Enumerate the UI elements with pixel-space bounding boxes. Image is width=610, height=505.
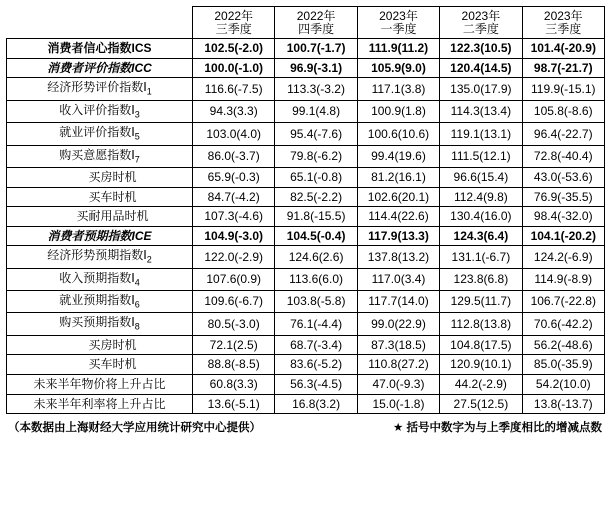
table-cell: 91.8(-15.5) [275, 207, 357, 227]
table-row [7, 123, 605, 145]
table-cell: 60.8(3.3) [193, 375, 275, 395]
table-cell: 100.0(-1.0) [193, 58, 275, 78]
row-label [7, 58, 193, 78]
table-cell: 65.1(-0.8) [275, 167, 357, 187]
table-cell: 106.7(-22.8) [522, 291, 604, 313]
row-label-text: 购买预期指数Ⅰ [59, 315, 135, 330]
row-label-text: 未来半年利率将上升占比 [33, 396, 166, 411]
table-cell: 114.3(13.4) [440, 100, 522, 122]
table-cell: 72.1(2.5) [193, 335, 275, 355]
footnote-note [393, 419, 602, 435]
row-label [7, 145, 193, 167]
table-cell: 86.0(-3.7) [193, 145, 275, 167]
table-cell: 104.5(-0.4) [275, 226, 357, 246]
column-header-line2: 四季度 [298, 21, 335, 36]
table-cell: 44.2(-2.9) [440, 375, 522, 395]
table-cell: 99.4(19.6) [357, 145, 439, 167]
row-label-text: 经济形势评价指数Ⅰ [47, 80, 147, 95]
table-cell: 120.9(10.1) [440, 355, 522, 375]
table-cell: 76.9(-35.5) [522, 187, 604, 207]
row-label [7, 268, 193, 290]
table-cell: 107.3(-4.6) [193, 207, 275, 227]
table-cell: 72.8(-40.4) [522, 145, 604, 167]
table-cell: 85.0(-35.9) [522, 355, 604, 375]
table-cell: 102.6(20.1) [357, 187, 439, 207]
table-cell: 65.9(-0.3) [193, 167, 275, 187]
table-row [7, 78, 605, 100]
row-label [7, 167, 193, 187]
table-cell: 117.9(13.3) [357, 226, 439, 246]
table-cell: 123.8(6.8) [440, 268, 522, 290]
table-cell: 96.4(-22.7) [522, 123, 604, 145]
table-cell: 47.0(-9.3) [357, 375, 439, 395]
table-cell: 114.9(-8.9) [522, 268, 604, 290]
table-cell: 135.0(17.9) [440, 78, 522, 100]
row-label-subscript: 8 [134, 321, 140, 332]
table-cell: 129.5(11.7) [440, 291, 522, 313]
table-cell: 100.7(-1.7) [275, 39, 357, 59]
table-cell: 99.0(22.9) [357, 313, 439, 335]
table-cell: 83.6(-5.2) [275, 355, 357, 375]
table-cell: 110.8(27.2) [357, 355, 439, 375]
table-corner-cell [7, 7, 193, 39]
table-footnotes [6, 419, 604, 435]
table-cell: 117.7(14.0) [357, 291, 439, 313]
table-cell: 99.1(4.8) [275, 100, 357, 122]
table-row [7, 167, 605, 187]
row-label [7, 375, 193, 395]
table-cell: 119.1(13.1) [440, 123, 522, 145]
row-label-text: 购买意愿指数Ⅰ [59, 147, 135, 162]
row-label [7, 100, 193, 122]
row-label-subscript: 6 [134, 299, 140, 310]
row-label [7, 394, 193, 414]
row-label [7, 78, 193, 100]
table-cell: 111.5(12.1) [440, 145, 522, 167]
table-cell: 54.2(10.0) [522, 375, 604, 395]
column-header-2023q1 [357, 7, 439, 39]
row-label-text: 收入评价指数Ⅰ [59, 102, 135, 117]
table-body [7, 39, 605, 414]
table-cell: 16.8(3.2) [275, 394, 357, 414]
column-header-line1: 2023年 [379, 9, 418, 23]
row-label-subscript: 7 [134, 153, 140, 164]
table-cell: 111.9(11.2) [357, 39, 439, 59]
row-label [7, 355, 193, 375]
row-label [7, 187, 193, 207]
table-cell: 56.3(-4.5) [275, 375, 357, 395]
table-cell: 119.9(-15.1) [522, 78, 604, 100]
table-cell: 103.8(-5.8) [275, 291, 357, 313]
table-cell: 131.1(-6.7) [440, 246, 522, 268]
table-header [7, 7, 605, 39]
table-cell: 112.4(9.8) [440, 187, 522, 207]
table-row [7, 291, 605, 313]
table-row [7, 355, 605, 375]
row-label-subscript: 2 [146, 254, 152, 265]
consumer-confidence-table [6, 6, 605, 414]
column-header-line1: 2022年 [296, 9, 336, 23]
row-label-subscript: 5 [134, 131, 140, 142]
table-cell: 80.5(-3.0) [193, 313, 275, 335]
table-row [7, 226, 605, 246]
table-cell: 13.6(-5.1) [193, 394, 275, 414]
table-cell: 27.5(12.5) [440, 394, 522, 414]
table-cell: 94.3(3.3) [193, 100, 275, 122]
footnote-source: （本数据由上海财经大学应用统计研究中心提供） [8, 422, 261, 435]
table-cell: 102.5(-2.0) [193, 39, 275, 59]
table-cell: 13.8(-13.7) [522, 394, 604, 414]
row-label-text: 收入预期指数Ⅰ [59, 270, 135, 285]
table-cell: 112.8(13.8) [440, 313, 522, 335]
table-cell: 88.8(-8.5) [193, 355, 275, 375]
table-cell: 104.9(-3.0) [193, 226, 275, 246]
row-label-text: 买房时机 [88, 169, 137, 184]
row-label [7, 291, 193, 313]
column-header-line1: 2023年 [543, 9, 583, 23]
table-cell: 82.5(-2.2) [275, 187, 357, 207]
table-row [7, 394, 605, 414]
table-cell: 96.9(-3.1) [275, 58, 357, 78]
star-icon: ★ [392, 422, 404, 435]
row-label-code: ICC [131, 60, 152, 75]
table-cell: 122.0(-2.9) [193, 246, 275, 268]
row-label [7, 246, 193, 268]
table-cell: 15.0(-1.8) [357, 394, 439, 414]
table-cell: 103.0(4.0) [193, 123, 275, 145]
table-cell: 130.4(16.0) [440, 207, 522, 227]
table-cell: 114.4(22.6) [357, 207, 439, 227]
table-cell: 79.8(-6.2) [275, 145, 357, 167]
table-cell: 95.4(-7.6) [275, 123, 357, 145]
table-cell: 101.4(-20.9) [522, 39, 604, 59]
table-row [7, 145, 605, 167]
row-label-text: 经济形势预期指数Ⅰ [47, 248, 147, 263]
column-header-line1: 2022年 [214, 9, 254, 23]
row-label-text: 消费者信心指数 [47, 41, 132, 56]
column-header-2023q2 [440, 7, 522, 39]
column-header-line2: 三季度 [215, 21, 252, 36]
row-label-subscript: 3 [134, 109, 140, 120]
row-label-subscript: 4 [134, 277, 140, 288]
column-header-2022q3 [193, 7, 275, 39]
table-cell: 96.6(15.4) [440, 167, 522, 187]
table-cell: 100.6(10.6) [357, 123, 439, 145]
table-row [7, 375, 605, 395]
table-row [7, 187, 605, 207]
table-cell: 122.3(10.5) [440, 39, 522, 59]
table-cell: 105.8(-8.6) [522, 100, 604, 122]
table-row [7, 207, 605, 227]
table-row [7, 335, 605, 355]
row-label-text: 买车时机 [88, 357, 137, 372]
table-cell: 137.8(13.2) [357, 246, 439, 268]
column-header-line2: 二季度 [462, 21, 499, 36]
table-row [7, 246, 605, 268]
row-label-text: 买房时机 [88, 337, 137, 352]
table-cell: 124.6(2.6) [275, 246, 357, 268]
table-cell: 100.9(1.8) [357, 100, 439, 122]
row-label [7, 226, 193, 246]
table-cell: 81.2(16.1) [357, 167, 439, 187]
footnote-note-text: 括号中数字为与上季度相比的增减点数 [406, 422, 602, 435]
row-label [7, 313, 193, 335]
row-label [7, 207, 193, 227]
table-cell: 70.6(-42.2) [522, 313, 604, 335]
column-header-line1: 2023年 [461, 9, 501, 23]
table-cell: 76.1(-4.4) [275, 313, 357, 335]
row-label-text: 消费者预期指数 [47, 228, 132, 243]
table-row [7, 313, 605, 335]
table-cell: 124.3(6.4) [440, 226, 522, 246]
row-label-text: 就业评价指数Ⅰ [59, 125, 135, 140]
table-cell: 117.1(3.8) [357, 78, 439, 100]
row-label-text: 买耐用品时机 [76, 209, 149, 224]
row-label-subscript: 1 [146, 86, 152, 97]
table-cell: 84.7(-4.2) [193, 187, 275, 207]
column-header-line2: 三季度 [545, 21, 582, 36]
table-cell: 113.6(6.0) [275, 268, 357, 290]
table-cell: 87.3(18.5) [357, 335, 439, 355]
row-label-text: 消费者评价指数 [47, 60, 132, 75]
table-row [7, 58, 605, 78]
table-cell: 107.6(0.9) [193, 268, 275, 290]
table-cell: 104.8(17.5) [440, 335, 522, 355]
table-row [7, 268, 605, 290]
row-label [7, 123, 193, 145]
row-label-code: ICE [131, 228, 152, 243]
table-cell: 68.7(-3.4) [275, 335, 357, 355]
column-header-2023q3 [522, 7, 604, 39]
table-row [7, 100, 605, 122]
table-cell: 105.9(9.0) [357, 58, 439, 78]
table-cell: 109.6(-6.7) [193, 291, 275, 313]
table-cell: 113.3(-3.2) [275, 78, 357, 100]
row-label-text: 就业预期指数Ⅰ [59, 293, 135, 308]
column-header-2022q4 [275, 7, 357, 39]
row-label-text: 买车时机 [88, 189, 137, 204]
header-row [7, 7, 605, 39]
table-cell: 116.6(-7.5) [193, 78, 275, 100]
table-cell: 98.4(-32.0) [522, 207, 604, 227]
table-cell: 104.1(-20.2) [522, 226, 604, 246]
table-cell: 56.2(-48.6) [522, 335, 604, 355]
row-label [7, 335, 193, 355]
column-header-line2: 一季度 [380, 21, 417, 36]
row-label-text: 未来半年物价将上升占比 [33, 377, 166, 392]
table-cell: 98.7(-21.7) [522, 58, 604, 78]
table-cell: 120.4(14.5) [440, 58, 522, 78]
table-row [7, 39, 605, 59]
row-label [7, 39, 193, 59]
table-cell: 117.0(3.4) [357, 268, 439, 290]
row-label-code: ICS [131, 41, 152, 56]
table-cell: 124.2(-6.9) [522, 246, 604, 268]
table-cell: 43.0(-53.6) [522, 167, 604, 187]
